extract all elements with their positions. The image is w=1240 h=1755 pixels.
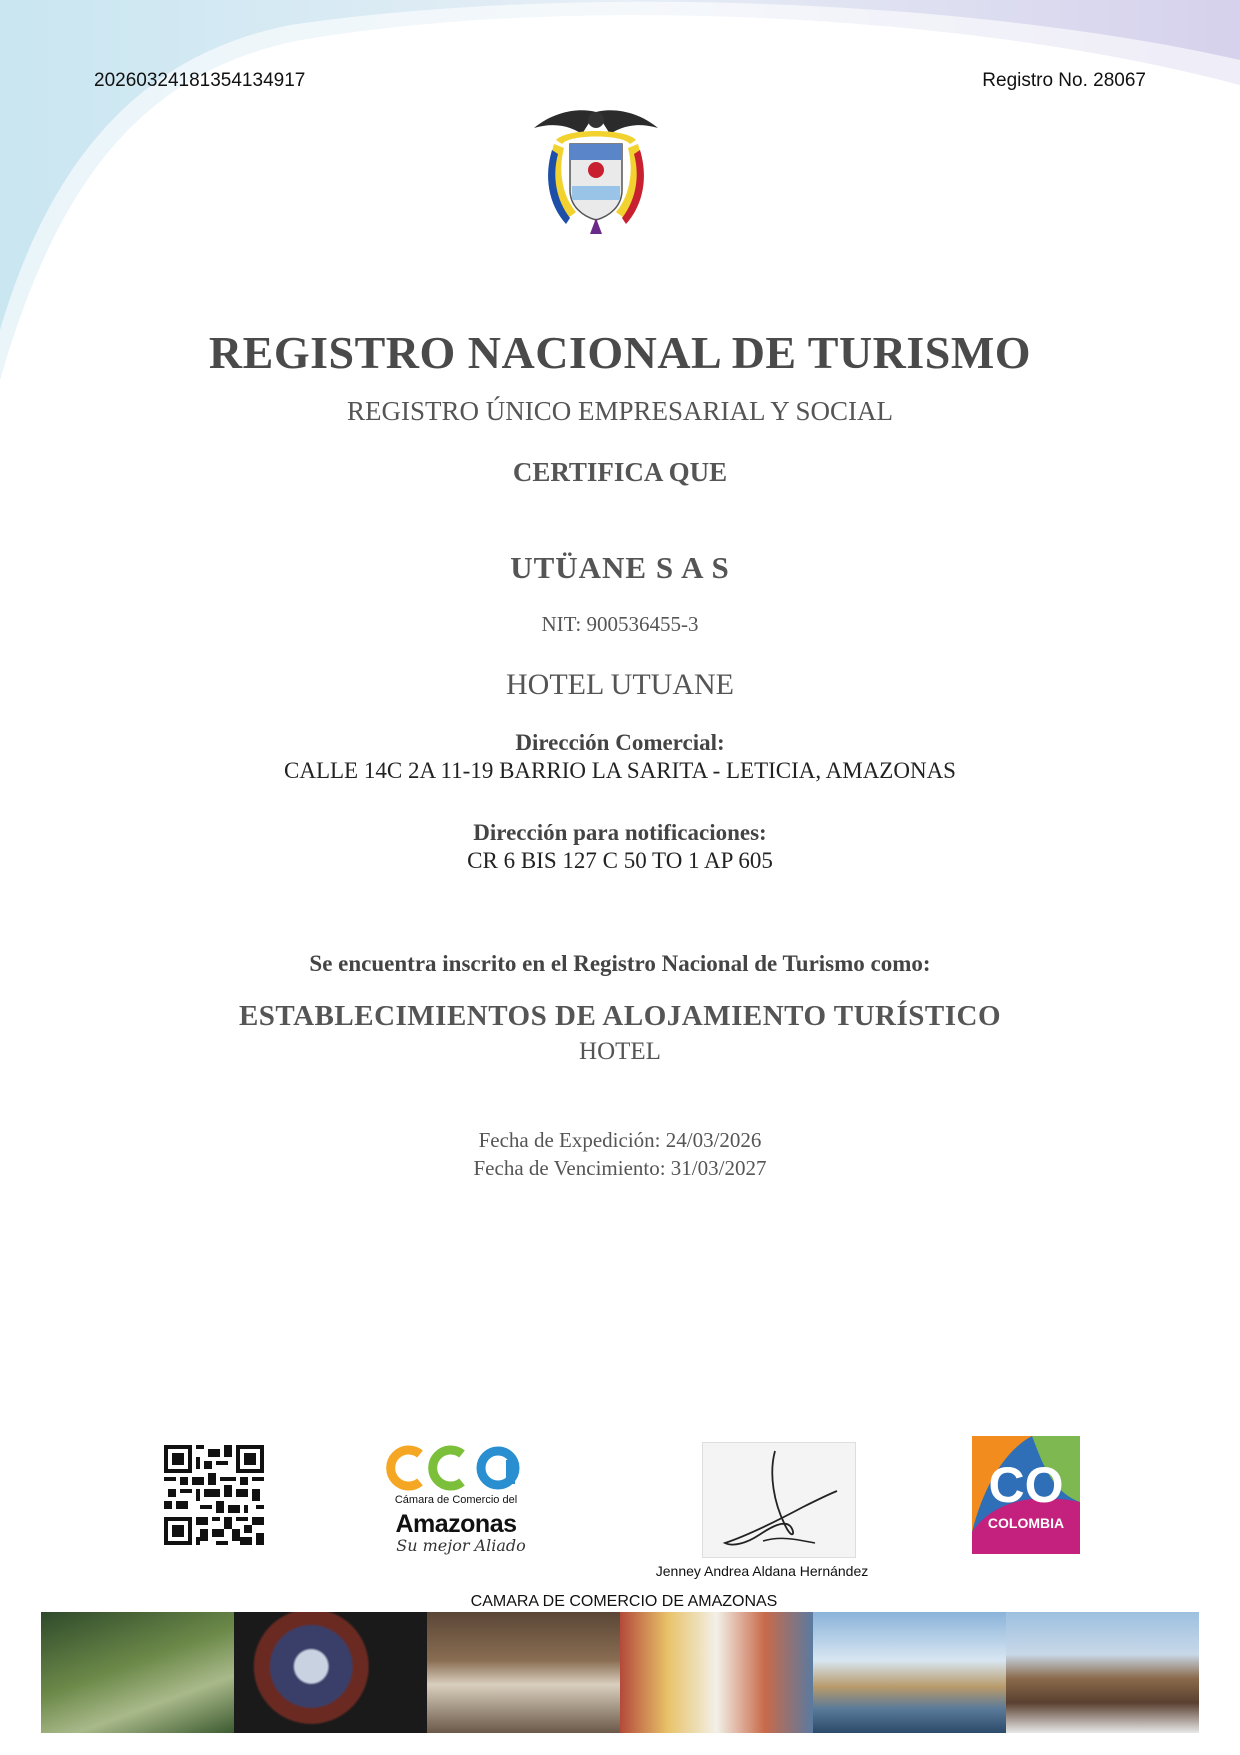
company-nit: NIT: 900536455-3	[541, 612, 699, 636]
qr-code-icon[interactable]	[164, 1436, 264, 1554]
photo-church	[813, 1612, 1006, 1733]
registro-number: Registro No. 28067	[982, 70, 1146, 91]
fecha-vencimiento: Fecha de Vencimiento: 31/03/2027	[473, 1156, 767, 1180]
co-logo-text: CO	[988, 1457, 1064, 1513]
direccion-notificaciones-value: CR 6 BIS 127 C 50 TO 1 AP 605	[467, 848, 773, 873]
photo-mountain	[1006, 1612, 1199, 1733]
photo-forest	[41, 1612, 234, 1733]
registration-category: ESTABLECIMIENTOS DE ALOJAMIENTO TURÍSTICO	[238, 1000, 1002, 1032]
cca-tagline: Su mejor Aliado	[396, 1536, 526, 1555]
camara-label: CAMARA DE COMERCIO DE AMAZONAS	[470, 1593, 778, 1610]
certifica-heading: CERTIFICA QUE	[512, 457, 728, 487]
fecha-expedicion: Fecha de Expedición: 24/03/2026	[478, 1128, 762, 1152]
inscrito-statement: Se encuentra inscrito en el Registro Nacional de Turismo como:	[309, 951, 931, 976]
marca-colombia-logo-icon	[972, 1432, 1080, 1558]
company-name: UTÜANE S A S	[510, 550, 730, 585]
signature-image	[702, 1442, 856, 1558]
document-subtitle: REGISTRO ÚNICO EMPRESARIAL Y SOCIAL	[346, 396, 894, 426]
photo-colonial-street	[620, 1612, 813, 1733]
direccion-comercial-value: CALLE 14C 2A 11-19 BARRIO LA SARITA - LETICIA, AMAZONAS	[284, 758, 956, 783]
co-logo-sub: COLOMBIA	[987, 1515, 1065, 1531]
document-title: REGISTRO NACIONAL DE TURISMO	[208, 327, 1032, 378]
cca-name: Amazonas	[395, 1510, 517, 1538]
signature-icon	[703, 1443, 855, 1557]
cca-subtitle: Cámara de Comercio del	[394, 1494, 518, 1506]
photo-strip	[41, 1612, 1199, 1733]
direccion-notificaciones-label: Dirección para notificaciones:	[473, 820, 767, 845]
signer-name: Jenney Andrea Aldana Hernández	[655, 1563, 869, 1579]
document-code: 20260324181354134917	[94, 70, 306, 91]
photo-vulture	[234, 1612, 427, 1733]
registration-subcategory: HOTEL	[579, 1038, 661, 1065]
direccion-comercial-label: Dirección Comercial:	[515, 730, 725, 755]
photo-musicians	[427, 1612, 620, 1733]
colombia-coat-of-arms-icon	[526, 100, 666, 240]
establishment-name: HOTEL UTUANE	[505, 668, 734, 701]
